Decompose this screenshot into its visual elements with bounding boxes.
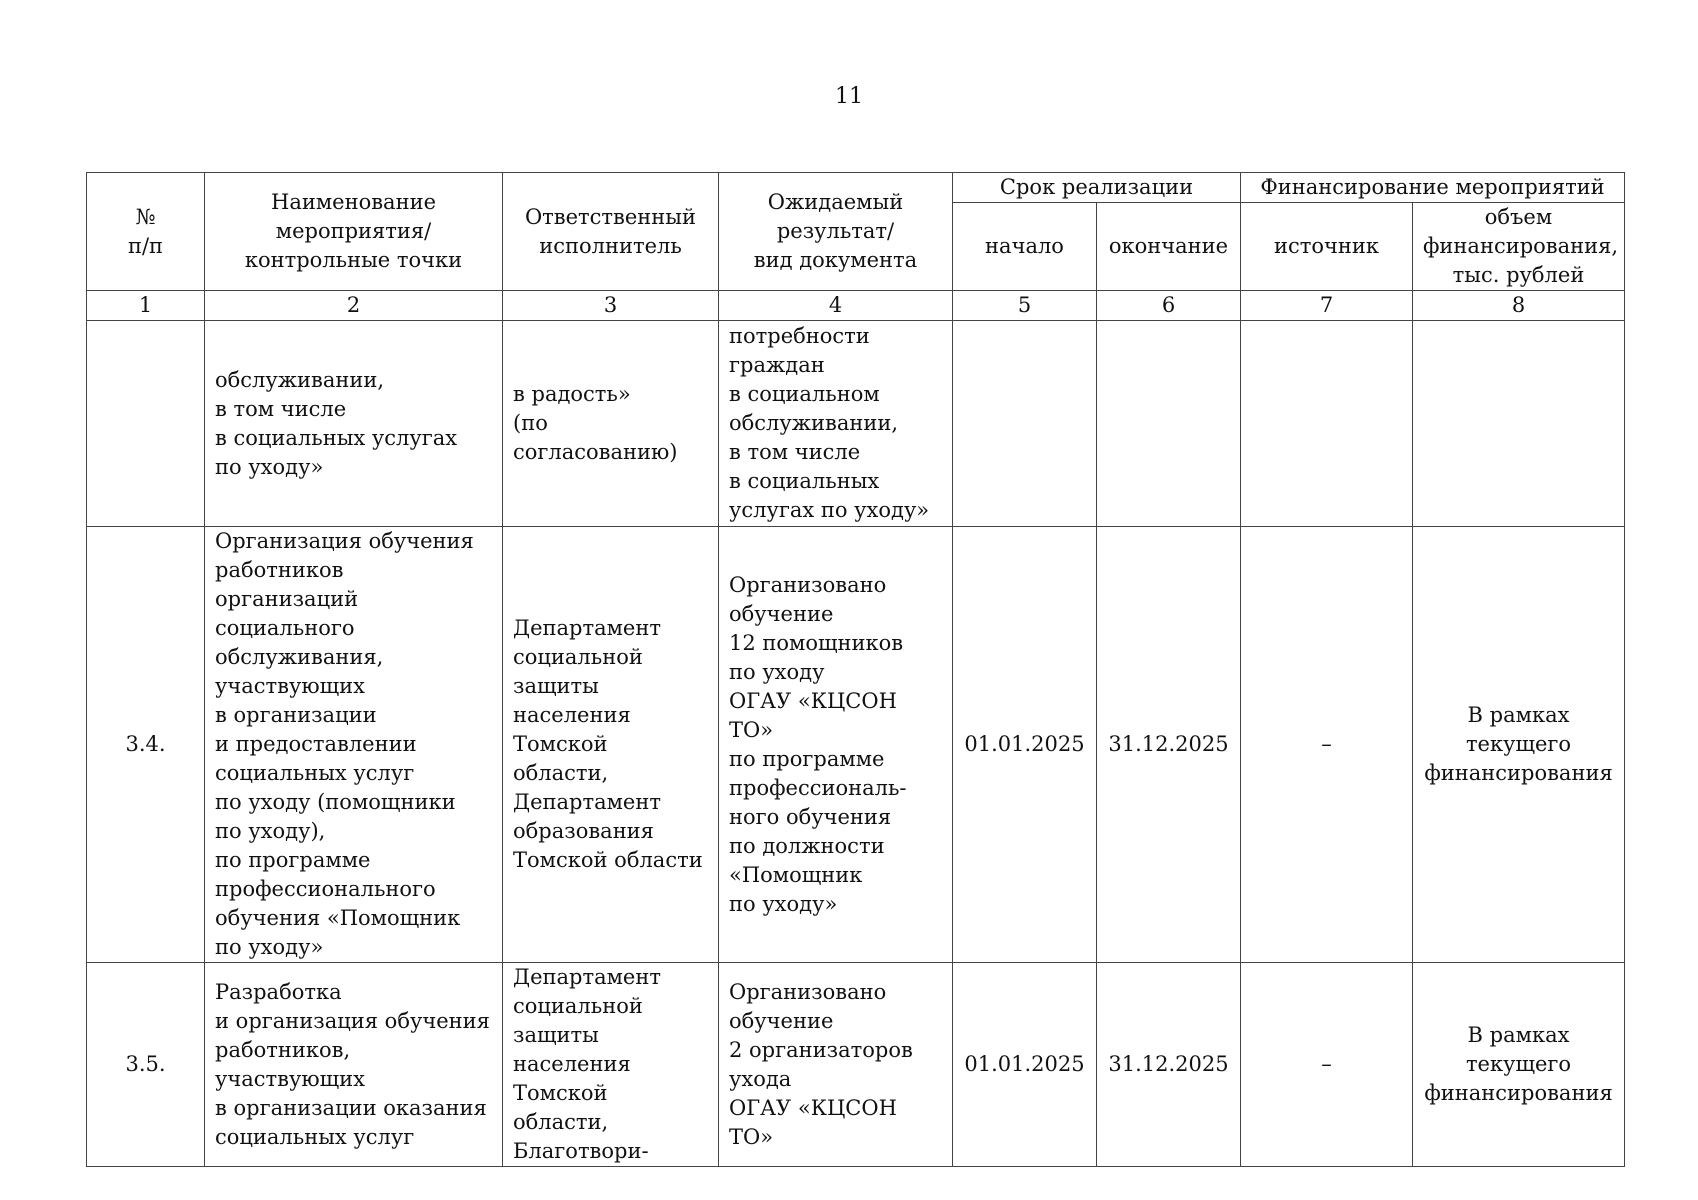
cell-line: работников, [215,1037,351,1062]
cell-line: ТО» [729,1124,774,1149]
cell-line: по уходу [729,659,825,684]
row-result [719,527,953,963]
table-row [87,527,1625,963]
row-responsible [503,527,719,963]
cell-line: Томской области [513,848,703,872]
cell-line: ОГАУ «КЦСОН [729,1095,897,1120]
cell-line: в том числе [729,440,861,464]
cell-line: финансирования [1424,1081,1613,1105]
cell-line: контрольные точки [244,248,463,272]
table-row [87,963,1625,1167]
cell-line: потребности [729,324,870,348]
column-number: 3 [503,291,719,321]
cell-line: по уходу» [215,935,324,959]
row-result [719,321,953,527]
cell-line: по уходу» [215,454,324,479]
cell-line: в организации [215,703,377,727]
column-numbers-row [87,291,1625,321]
row-start [953,321,1097,527]
cell-line: результат/ [776,219,895,243]
cell-line: защиты [513,674,599,698]
cell-line: 12 помощников [729,630,904,655]
cell-line: согласованию) [513,440,678,464]
row-source [1241,321,1413,527]
cell-line: тыс. рублей [1452,263,1585,287]
cell-line: исполнитель [539,233,682,258]
row-number [87,321,205,527]
cell-line: ОГАУ «КЦСОН [729,688,897,713]
cell-line: Разработка [215,979,342,1004]
header-col-result [719,173,953,291]
cell-line: образования [513,819,654,843]
header-col-name [205,173,503,291]
cell-line: № [135,204,156,229]
cell-line: социальной [513,994,643,1018]
cell-line: обучение [729,1008,834,1033]
cell-line: ТО» [729,717,774,742]
cell-line: участвующих [215,674,365,698]
header-col-start: начало [953,203,1097,291]
cell-line: мероприятия/ [275,219,432,243]
cell-line: В рамках [1467,703,1570,727]
cell-line: в организации оказания [215,1095,487,1120]
cell-line: финансирования [1424,761,1613,785]
cell-line: профессионального [215,877,436,901]
cell-line: Организовано [729,979,887,1004]
cell-line: Ответственный [524,204,697,229]
column-number: 7 [1241,291,1413,321]
cell-line: защиты [513,1023,599,1047]
row-source: – [1241,963,1413,1167]
row-start: 01.01.2025 [953,963,1097,1167]
cell-line: Благотвори- [513,1139,649,1163]
cell-line: профессиональ- [729,775,907,800]
cell-line: Организовано [729,572,887,597]
cell-line: населения [513,1052,631,1076]
cell-line: по уходу), [215,819,326,843]
row-start: 01.01.2025 [953,527,1097,963]
header-col-end: окончание [1097,203,1241,291]
cell-line: услугах по уходу» [729,498,930,522]
header-col-source: источник [1241,203,1413,291]
cell-line: по уходу» [729,891,838,916]
cell-line: 2 организаторов [729,1037,913,1062]
cell-line: социальной [513,645,643,669]
row-name [205,963,503,1167]
row-name [205,527,503,963]
row-end: 31.12.2025 [1097,527,1241,963]
column-number: 1 [87,291,205,321]
cell-line: В рамках [1467,1023,1570,1047]
cell-line: по программе [215,848,371,872]
cell-line: «Помощник [729,862,863,887]
cell-line: ного обучения [729,804,892,829]
row-end [1097,321,1241,527]
cell-line: ухода [729,1066,792,1091]
cell-line: социальных услуг [215,761,415,785]
cell-line: и предоставлении [215,732,417,756]
cell-line: по должности [729,833,885,858]
row-result [719,963,953,1167]
cell-line: в социальном [729,382,880,406]
column-number: 5 [953,291,1097,321]
header-col-volume [1413,203,1625,291]
cell-line: финансирования, [1423,234,1619,258]
header-col-num [87,173,205,291]
row-responsible [503,963,719,1167]
column-number: 6 [1097,291,1241,321]
cell-line: текущего [1465,732,1572,756]
cell-line: граждан [729,353,825,377]
cell-line: по уходу (помощники [215,790,456,814]
cell-line: Организация обучения [215,529,474,553]
cell-line: Департамент [513,616,661,640]
header-group-term: Срок реализации [953,173,1241,203]
cell-line: обслуживании, [215,367,385,392]
cell-line: Наименование [271,190,436,214]
cell-line: Томской области, [513,732,609,785]
column-number: 2 [205,291,503,321]
cell-line: и организация обучения [215,1008,490,1033]
cell-line: Департамент [513,965,661,989]
cell-line: вид документа [753,248,918,272]
cell-line: Томской области, [513,1081,609,1134]
cell-line: обучение [729,601,834,626]
header-group-finance: Финансирование мероприятий [1241,173,1625,203]
cell-line: п/п [127,233,164,258]
cell-line: в социальных услугах [215,425,458,450]
cell-line: социального [215,616,355,640]
row-volume [1413,963,1625,1167]
cell-line: социальных услуг [215,1124,415,1149]
row-name [205,321,503,527]
cell-line: текущего [1465,1052,1572,1076]
row-volume [1413,527,1625,963]
cell-line: обслуживании, [729,411,899,435]
cell-line: в радость» [513,382,631,406]
cell-line: Департамент [513,790,661,814]
cell-line: работников организаций [215,558,359,611]
plan-table [86,172,1625,1167]
cell-line: обучения «Помощник [215,906,461,930]
cell-line: по программе [729,746,885,771]
column-number: 8 [1413,291,1625,321]
cell-line: в том числе [215,396,347,421]
row-source: – [1241,527,1413,963]
row-number: 3.5. [87,963,205,1167]
cell-line: объем [1484,205,1553,229]
header-col-responsible [503,173,719,291]
row-end: 31.12.2025 [1097,963,1241,1167]
cell-line: населения [513,703,631,727]
column-number: 4 [719,291,953,321]
cell-line: в социальных [729,469,880,493]
cell-line: (по [513,411,548,435]
table-row [87,321,1625,527]
row-responsible [503,321,719,527]
cell-line: участвующих [215,1066,365,1091]
cell-line: Ожидаемый [767,190,904,214]
page-number: 11 [835,84,863,109]
row-volume [1413,321,1625,527]
row-number: 3.4. [87,527,205,963]
cell-line: обслуживания, [215,645,384,669]
